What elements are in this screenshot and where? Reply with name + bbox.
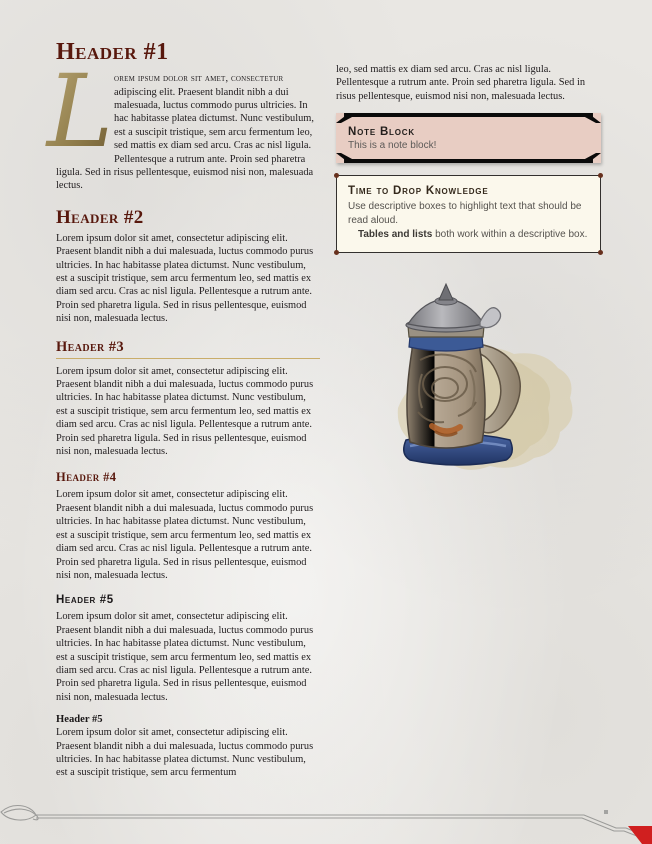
leaf-ornament: [1, 806, 38, 820]
lead-rest: adipiscing elit. Praesent blandit nibh a dui malesuada, luctus commodo purus ultricies. In hac habitasse platea dictumst. Nunc vestibulum, est a suscipit tristique, sem arcu fermentum leo, sed mattis ex diam sed arcu. Cras ac nisl ligula. Pellentesque a rutrum ante. Proin sed pharetra ligula. Sed in risus pellentesque, euismod nisi non, malesuada lectus.: [56, 86, 314, 192]
body-paragraph: Lorem ipsum dolor sit amet, consectetur adipiscing elit. Praesent blandit nibh a dui malesuada, luctus commodo purus ultricies. In hac habitasse platea dictumst. Nunc vestibulum, est a suscipit tristique, sem arcu fermentum leo, sed mattis ex diam sed arcu. Cras ac nisl ligula. Pellentesque a rutrum ante. Proin sed pharetra ligula. Sed in risus pellentesque, euismod nisi non, malesuada lectus.: [56, 365, 314, 458]
descriptive-box-title: Time to Drop Knowledge: [348, 185, 489, 198]
header-2-title: Header #2: [56, 206, 144, 228]
descriptive-box: [336, 175, 601, 253]
descriptive-box-line2: [348, 228, 589, 242]
header-5-title: Header #5: [56, 594, 114, 607]
note-block-body: This is a note block!: [348, 140, 437, 152]
corner-dot: [598, 173, 603, 178]
header-1-title: Header #1: [56, 39, 169, 65]
page-footer-ornament: [0, 800, 652, 844]
body-paragraph: Lorem ipsum dolor sit amet, consectetur adipiscing elit. Praesent blandit nibh a dui malesuada, luctus commodo purus ultricies. In hac habitasse platea dictumst. Nunc vestibulum, est a suscipit tristique, sem arcu fermentum leo, sed mattis ex diam sed arcu. Cras ac nisl ligula. Pellentesque a rutrum ante. Proin sed pharetra ligula. Sed in risus pellentesque, euismod nisi non, malesuada lectus.: [56, 611, 314, 703]
stein-thumb-lever: [480, 308, 501, 328]
footer-rule: [36, 815, 642, 838]
note-bottom-border: [336, 153, 601, 163]
right-column: [336, 63, 601, 253]
header-5b-title: Header #5: [56, 714, 103, 726]
corner-dot: [598, 250, 603, 255]
corner-dot: [334, 250, 339, 255]
continuation-paragraph: leo, sed mattis ex diam sed arcu. Cras ac nisl ligula. Pellentesque a rutrum ante. Proin sed pharetra ligula. Sed in risus pellentesque, euismod nisi non, malesuada lectus.: [336, 64, 586, 102]
header-4-title: Header #4: [56, 470, 117, 485]
body-paragraph: Lorem ipsum dolor sit amet, consectetur adipiscing elit. Praesent blandit nibh a dui malesuada, luctus commodo purus ultricies. In hac habitasse platea dictumst. Nunc vestibulum, est a suscipit tristique, sem arcu fermentum leo, sed mattis ex diam sed arcu. Cras ac nisl ligula. Pellentesque a rutrum ante. Proin sed pharetra ligula. Sed in risus pellentesque, euismod nisi non, malesuada lectus.: [56, 232, 314, 325]
lead-small-caps: orem ipsum dolor sit amet, consectetur: [114, 73, 284, 85]
left-column: [46, 39, 320, 782]
body-paragraph: Lorem ipsum dolor sit amet, consectetur adipiscing elit. Praesent blandit nibh a dui malesuada, luctus commodo purus ultricies. In hac habitasse platea dictumst. Nunc vestibulum, est a suscipit tristique, sem arcu fermentum leo, sed mattis ex diam sed arcu. Cras ac nisl ligula. Pellentesque a rutrum ante. Proin sed pharetra ligula. Sed in risus pellentesque, euismod nisi non, malesuada lectus.: [56, 489, 314, 581]
stein-blue-band: [409, 336, 483, 351]
truncated-paragraph: Lorem ipsum dolor sit amet, consectetur adipiscing elit. Praesent blandit nibh a dui malesuada, luctus commodo purus ultricies. In hac habitasse platea dictumst. Nunc vestibulum, est a suscipit tristique, sem arcu fermentum: [56, 727, 314, 779]
corner-dot: [334, 173, 339, 178]
drop-cap: [46, 53, 114, 171]
descriptive-box-line2-rest: both work within a descriptive box.: [432, 229, 588, 241]
beer-stein-illustration: [350, 280, 574, 484]
footer-dot: [604, 810, 608, 814]
descriptive-box-line1: Use descriptive boxes to highlight text that should be read aloud.: [348, 201, 582, 227]
note-top-border: [336, 113, 601, 123]
descriptive-box-bold-lead: Tables and lists: [358, 229, 433, 241]
drop-cap-letter: L: [46, 53, 114, 171]
stein-finial: [439, 284, 453, 300]
header-3-title: Header #3: [56, 339, 320, 359]
note-block: [336, 113, 601, 163]
red-corner-triangle: [628, 826, 652, 844]
intro-paragraph: [46, 53, 320, 193]
note-block-title: Note Block: [348, 126, 415, 139]
